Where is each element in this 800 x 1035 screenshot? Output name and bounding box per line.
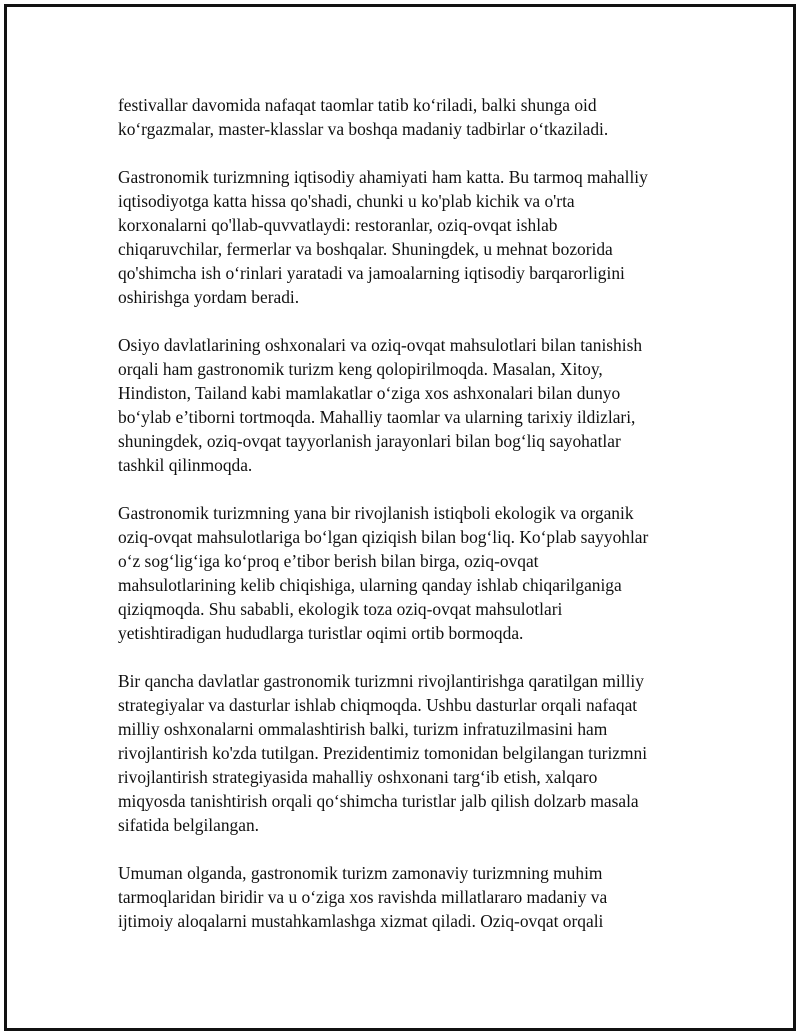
- paragraph-3: [118, 333, 698, 477]
- text-line: o‘z sog‘lig‘iga ko‘proq e’tibor berish bilan birga, oziq-ovqat: [118, 551, 539, 571]
- paragraph-2: [118, 165, 698, 309]
- text-line: milliy oshxonalarni ommalashtirish balki, turizm infratuzilmasini ham: [118, 719, 608, 739]
- text-line: Bir qancha davlatlar gastronomik turizmni rivojlantirishga qaratilgan milliy: [118, 671, 644, 691]
- text-line: Osiyo davlatlarining oshxonalari va oziq-ovqat mahsulotlari bilan tanishish: [118, 335, 643, 355]
- text-line: strategiyalar va dasturlar ishlab chiqmoqda. Ushbu dasturlar orqali nafaqat: [118, 695, 638, 715]
- text-line: miqyosda tanishtirish orqali qo‘shimcha turistlar jalb qilish dolzarb masala: [118, 791, 639, 811]
- paragraph-6: [118, 861, 698, 933]
- text-line: Hindiston, Tailand kabi mamlakatlar o‘ziga xos ashxonalari bilan dunyo: [118, 383, 621, 403]
- paragraph-5: [118, 669, 698, 837]
- text-line: ijtimoiy aloqalarni mustahkamlashga xizmat qiladi. Oziq-ovqat orqali: [118, 911, 604, 931]
- text-line: yetishtiradigan hududlarga turistlar oqimi ortib bormoqda.: [118, 623, 524, 643]
- text-line: orqali ham gastronomik turizm keng qolopirilmoqda. Masalan, Xitoy,: [118, 359, 603, 379]
- text-line: oziq-ovqat mahsulotlariga bo‘lgan qiziqish bilan bog‘liq. Ko‘plab sayyohlar: [118, 527, 649, 547]
- text-line: rivojlantirish ko'zda tutilgan. Prezidentimiz tomonidan belgilangan turizmni: [118, 743, 648, 763]
- text-line: sifatida belgilangan.: [118, 815, 260, 835]
- text-line: qo'shimcha ish o‘rinlari yaratadi va jamoalarning iqtisodiy barqarorligini: [118, 263, 625, 283]
- text-line: Umuman olganda, gastronomik turizm zamonaviy turizmning muhim: [118, 863, 603, 883]
- paragraph-4: [118, 501, 698, 645]
- text-line: tashkil qilinmoqda.: [118, 455, 253, 475]
- text-line: iqtisodiyotga katta hissa qo'shadi, chunki u ko'plab kichik va o'rta: [118, 191, 575, 211]
- document-body: [118, 93, 698, 957]
- text-line: mahsulotlarining kelib chiqishiga, ularning qanday ishlab chiqarilganiga: [118, 575, 622, 595]
- text-line: bo‘ylab e’tiborni tortmoqda. Mahalliy taomlar va ularning tarixiy ildizlari,: [118, 407, 636, 427]
- text-line: korxonalarni qo'llab-quvvatlaydi: restoranlar, oziq-ovqat ishlab: [118, 215, 558, 235]
- text-line: chiqaruvchilar, fermerlar va boshqalar. Shuningdek, u mehnat bozorida: [118, 239, 613, 259]
- text-line: oshirishga yordam beradi.: [118, 287, 300, 307]
- text-line: festivallar davomida nafaqat taomlar tatib ko‘riladi, balki shunga oid: [118, 95, 597, 115]
- text-line: Gastronomik turizmning iqtisodiy ahamiyati ham katta. Bu tarmoq mahalliy: [118, 167, 648, 187]
- text-line: qiziqmoqda. Shu sababli, ekologik toza oziq-ovqat mahsulotlari: [118, 599, 563, 619]
- text-line: tarmoqlaridan biridir va u o‘ziga xos ravishda millatlararo madaniy va: [118, 887, 608, 907]
- text-line: ko‘rgazmalar, master-klasslar va boshqa madaniy tadbirlar o‘tkaziladi.: [118, 119, 609, 139]
- text-line: rivojlantirish strategiyasida mahalliy oshxonani targ‘ib etish, xalqaro: [118, 767, 598, 787]
- text-line: shuningdek, oziq-ovqat tayyorlanish jarayonlari bilan bog‘liq sayohatlar: [118, 431, 621, 451]
- paragraph-1: [118, 93, 698, 141]
- text-line: Gastronomik turizmning yana bir rivojlanish istiqboli ekologik va organik: [118, 503, 634, 523]
